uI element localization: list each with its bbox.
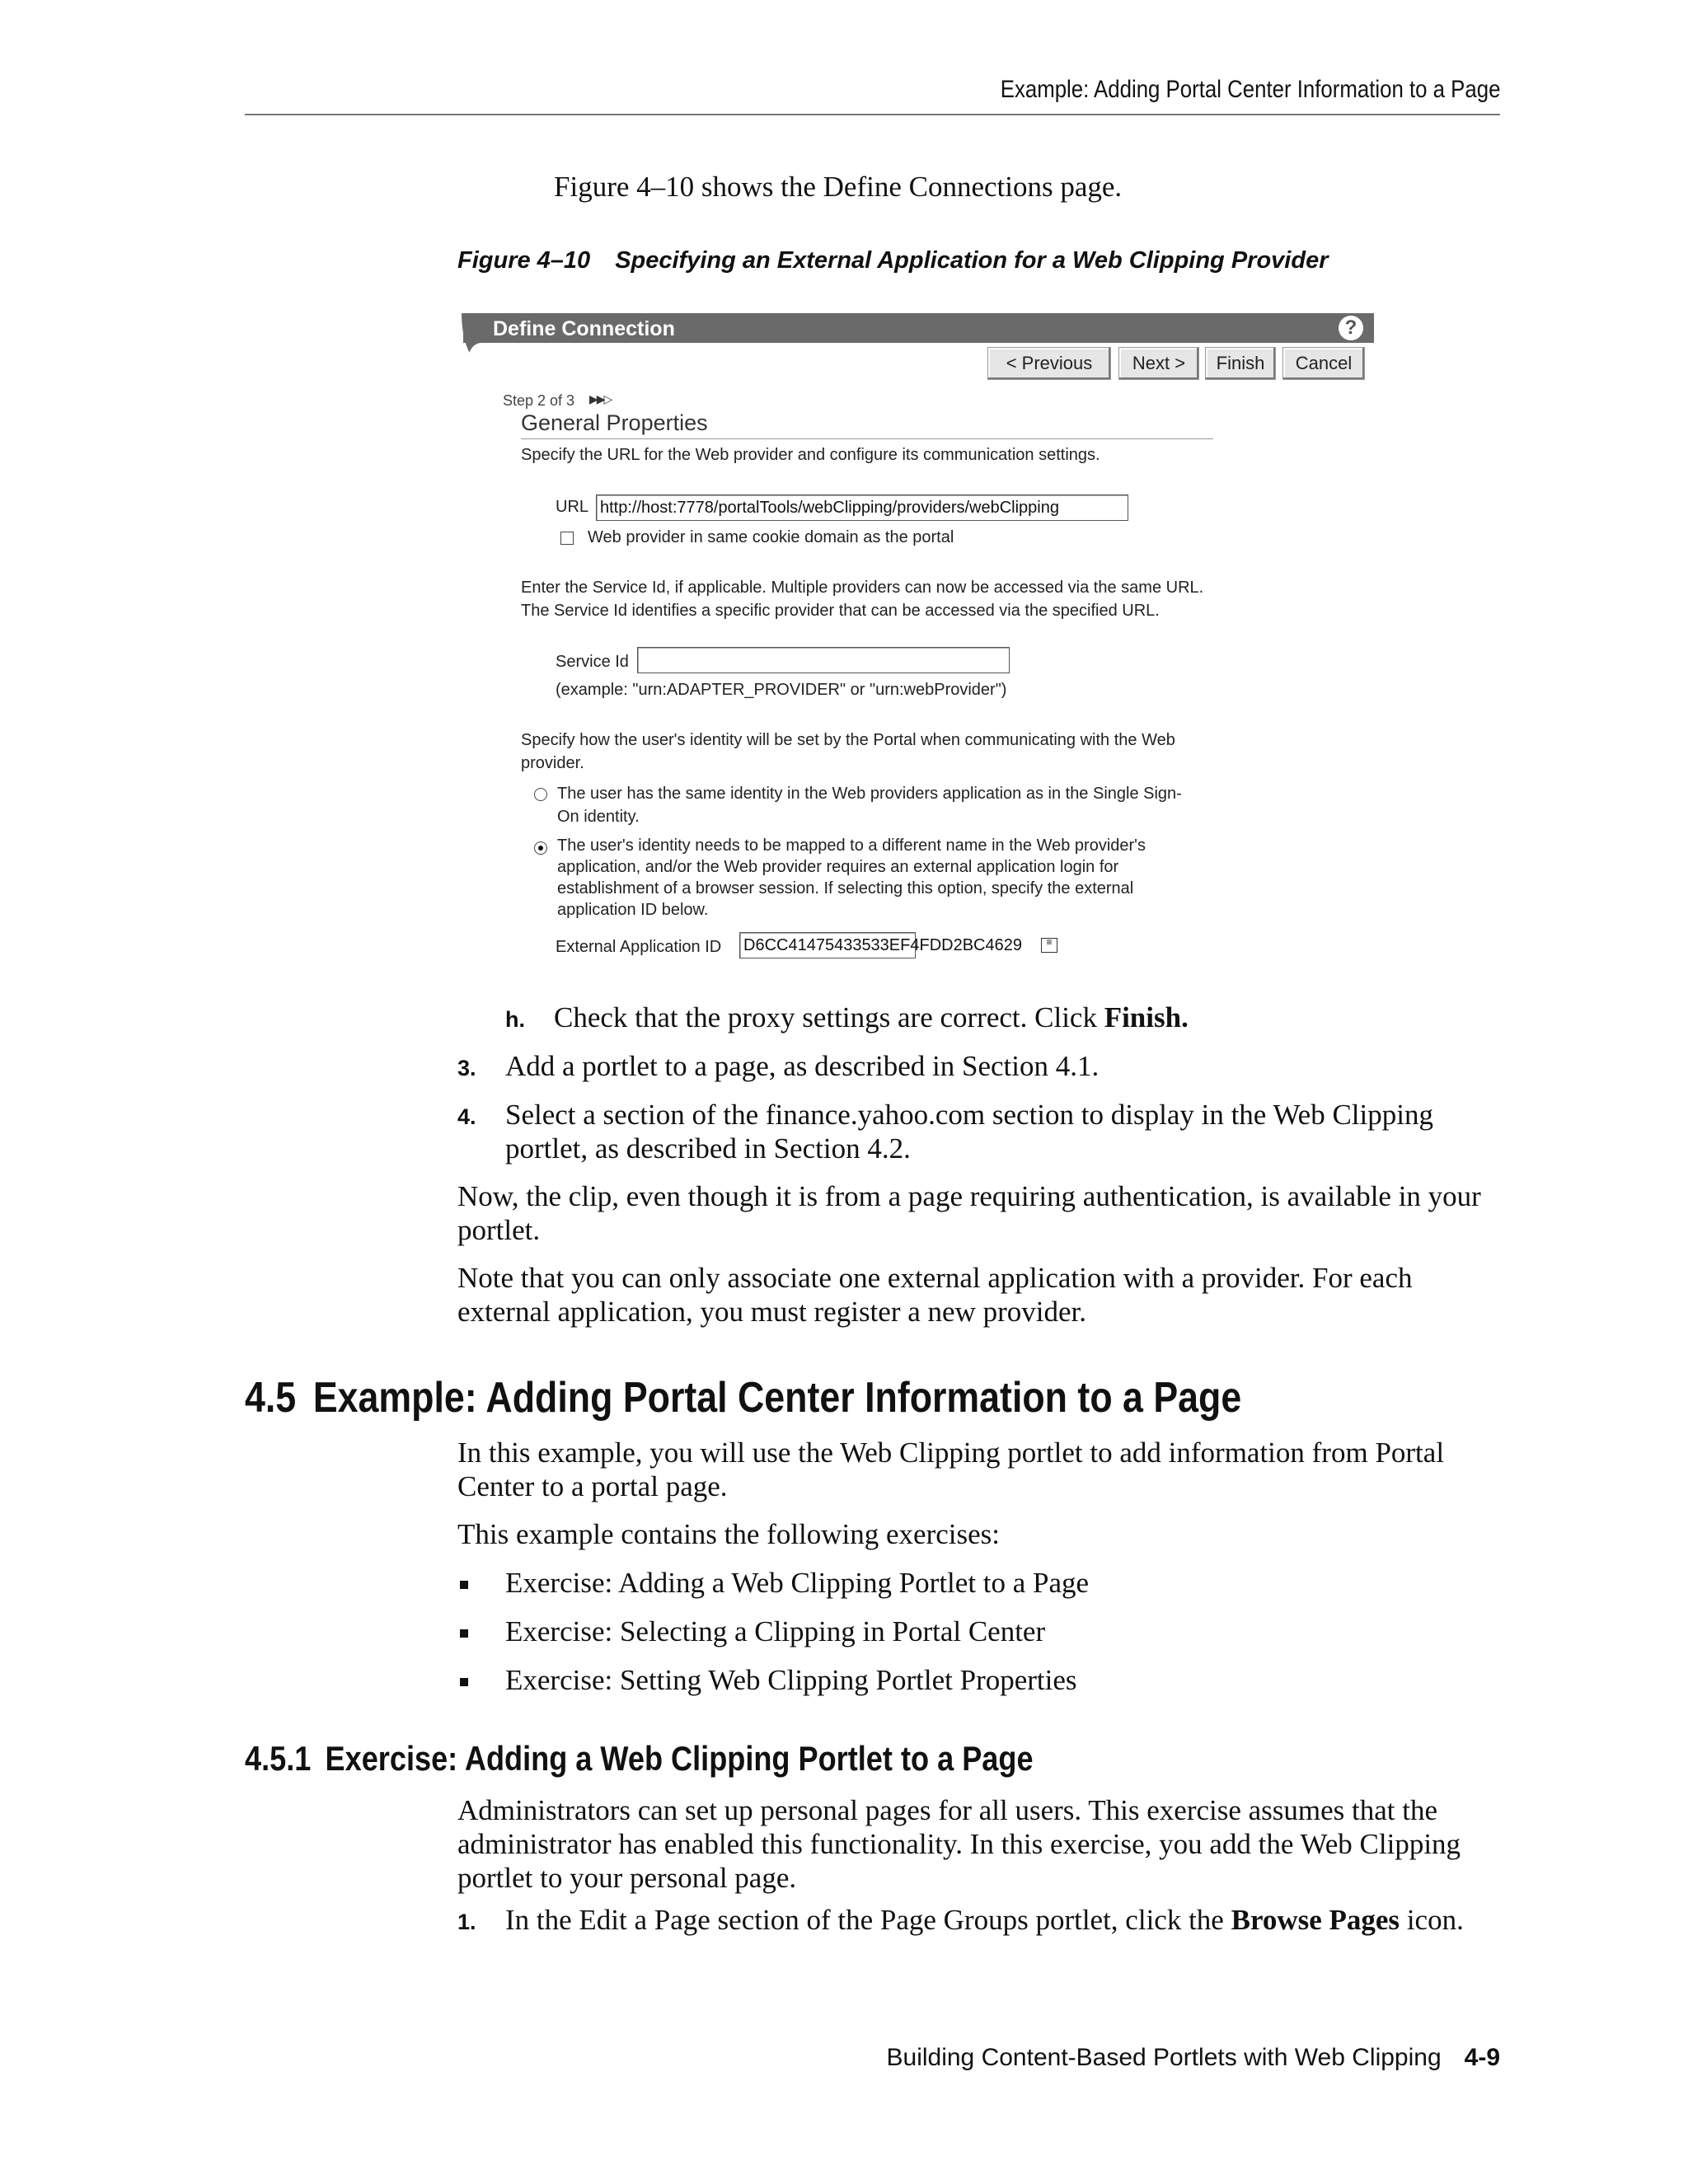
step-3-text: Add a portlet to a page, as described in Section 4.1. — [505, 1050, 1100, 1082]
same-identity-radio[interactable] — [534, 788, 547, 801]
mapped-identity-radio[interactable] — [534, 841, 547, 855]
step-h-text — [554, 1001, 1189, 1034]
step-1-number: 1. — [457, 1910, 476, 1934]
external-app-id-label: External Application ID — [556, 938, 722, 956]
external-app-id-input[interactable]: D6CC41475433533EF4FDD2BC4629 — [739, 932, 916, 958]
bullet-icon — [460, 1629, 468, 1638]
page-footer — [887, 2044, 1501, 2072]
section-heading-4-5 — [245, 1373, 1241, 1422]
running-header: Example: Adding Portal Center Information to a Page — [1000, 76, 1500, 103]
section-description: Specify the URL for the Web provider and configure its communication settings. — [521, 446, 1100, 464]
step-1-text-post: icon. — [1400, 1904, 1464, 1936]
section-title: General Properties — [521, 410, 708, 435]
step-arrows-icon: ▶▶▷ — [589, 392, 612, 405]
bullet-icon — [460, 1678, 468, 1686]
subsection-title: Exercise: Adding a Web Clipping Portlet to a Page — [325, 1739, 1034, 1778]
define-connection-screenshot — [462, 301, 1376, 964]
subsection-number: 4.5.1 — [245, 1739, 312, 1778]
paragraph-now: Now, the clip, even though it is from a page requiring authentication, is available in your portlet. — [457, 1180, 1481, 1246]
same-identity-label: The user has the same identity in the Web providers application as in the Single Sign-On identity. — [557, 785, 1182, 826]
list-item: Exercise: Selecting a Clipping in Portal Center — [505, 1615, 1046, 1647]
list-item: Exercise: Setting Web Clipping Portlet Properties — [505, 1664, 1077, 1696]
service-id-instructions: Enter the Service Id, if applicable. Multiple providers can now be accessed via the same URL. The Service Id identifies a specific provider that can be accessed via the specified URL. — [521, 579, 1204, 620]
step-1-text-pre: In the Edit a Page section of the Page Groups portlet, click the — [505, 1904, 1231, 1936]
step-h-text-bold: Finish. — [1104, 1001, 1189, 1033]
list-lookup-icon[interactable]: ≡ — [1041, 938, 1057, 953]
paragraph-note: Note that you can only associate one external application with a provider. For each external application, you must register a new provider. — [457, 1262, 1413, 1328]
section-rule — [521, 438, 1213, 439]
previous-button[interactable]: < Previous — [987, 347, 1111, 380]
service-id-label: Service Id — [556, 653, 629, 671]
figure-caption — [457, 247, 1329, 274]
cancel-button[interactable]: Cancel — [1282, 347, 1365, 380]
service-id-example: (example: "urn:ADAPTER_PROVIDER" or "urn:webProvider") — [556, 681, 1007, 699]
list-item: Exercise: Adding a Web Clipping Portlet to a Page — [505, 1567, 1090, 1599]
url-label: URL — [556, 498, 589, 516]
step-4-text: Select a section of the finance.yahoo.com section to display in the Web Clipping portlet, as described in Section 4.2. — [505, 1099, 1433, 1165]
help-icon[interactable]: ? — [1339, 316, 1363, 340]
figure-number: Figure 4–10 — [457, 247, 591, 274]
footer-page-number: 4-9 — [1464, 2044, 1500, 2071]
footer-book-title: Building Content-Based Portlets with Web Clipping — [886, 2044, 1442, 2071]
mapped-identity-label: The user's identity needs to be mapped to a different name in the Web provider's application, and/or the Web provider requires an external application login for establishment of a browser session. If selecting this option, specify the external application ID below. — [557, 837, 1146, 919]
bullet-icon — [460, 1581, 468, 1589]
section-title: Example: Adding Portal Center Information to a Page — [312, 1374, 1242, 1422]
screen-title: Define Connection — [493, 317, 675, 340]
cookie-domain-checkbox[interactable] — [560, 532, 574, 545]
figure-caption-text: Specifying an External Application for a Web Clipping Provider — [615, 247, 1329, 274]
identity-instructions: Specify how the user's identity will be set by the Portal when communicating with the Web provider. — [521, 731, 1175, 772]
service-id-input[interactable] — [637, 647, 1010, 673]
section-4-5-1-paragraph: Administrators can set up personal pages for all users. This exercise assumes that the administrator has enabled this functionality. In this exercise, you add the Web Clipping portlet to your personal page. — [457, 1794, 1461, 1894]
step-4-number: 4. — [457, 1104, 476, 1129]
intro-paragraph: Figure 4–10 shows the Define Connections page. — [554, 171, 1123, 203]
cookie-domain-label: Web provider in same cookie domain as the portal — [588, 528, 954, 546]
step-3-number: 3. — [457, 1056, 476, 1080]
finish-button[interactable]: Finish — [1205, 347, 1276, 380]
step-1-text-bold: Browse Pages — [1231, 1904, 1400, 1936]
section-number: 4.5 — [245, 1374, 297, 1422]
section-heading-4-5-1 — [245, 1739, 1034, 1779]
step-1-text — [505, 1903, 1511, 1937]
step-h-text-plain: Check that the proxy settings are correct. Click — [554, 1001, 1104, 1033]
step-h-number: h. — [505, 1007, 525, 1032]
header-rule — [245, 114, 1500, 115]
section-4-5-intro: In this example, you will use the Web Clipping portlet to add information from Portal Center to a portal page. — [457, 1436, 1445, 1502]
next-button[interactable]: Next > — [1118, 347, 1199, 380]
url-input[interactable]: http://host:7778/portalTools/webClipping/providers/webClipping — [596, 494, 1128, 521]
section-4-5-exercises-intro: This example contains the following exercises: — [457, 1518, 1001, 1550]
step-indicator: Step 2 of 3 — [503, 392, 575, 409]
